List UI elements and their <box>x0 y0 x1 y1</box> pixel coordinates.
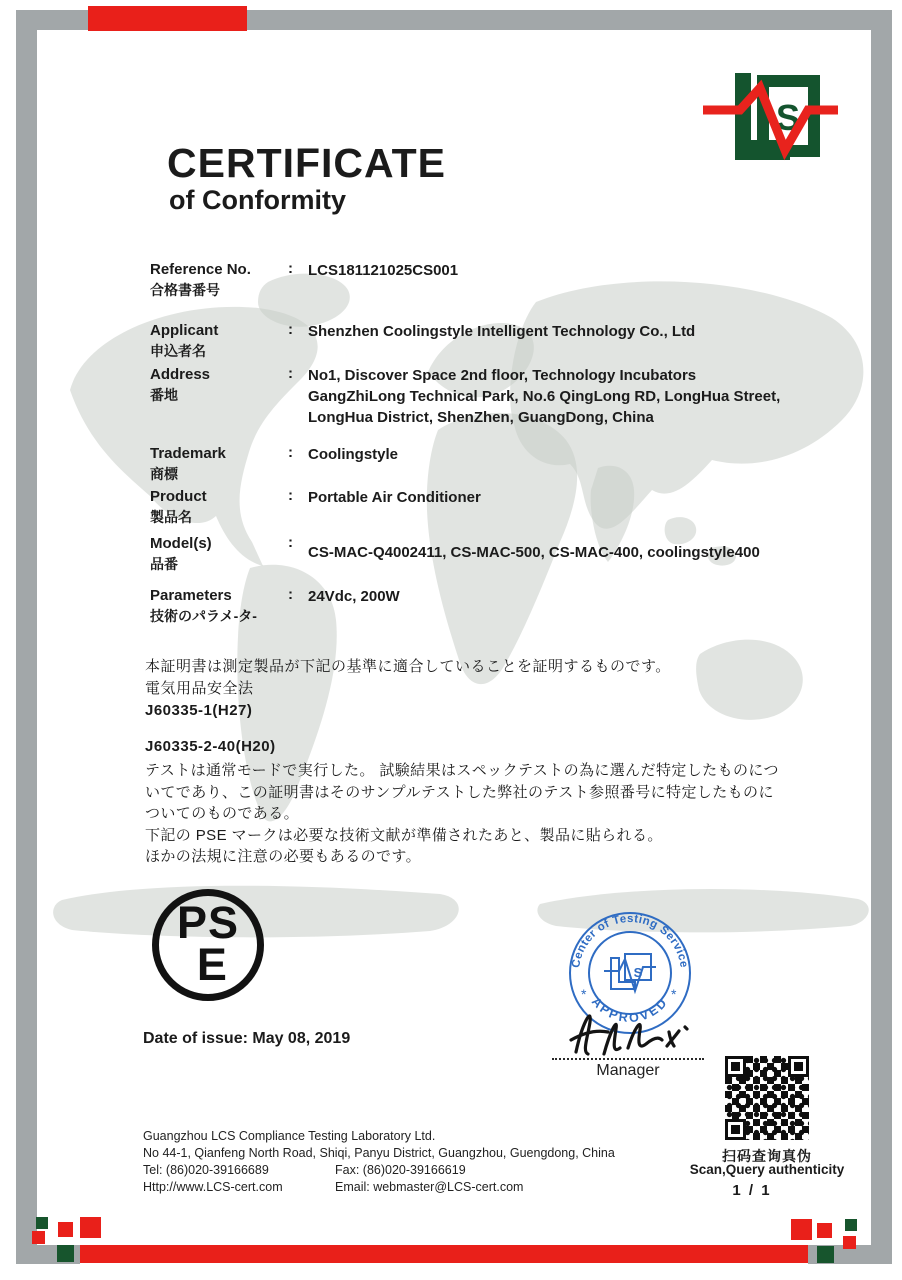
stamp-logo-letter: S <box>633 965 643 980</box>
deco-square <box>32 1231 45 1244</box>
field-value: CS-MAC-Q4002411, CS-MAC-500, CS-MAC-400, coolingstyle400 <box>308 544 760 561</box>
qr-caption-cn: 扫码查询真伪 <box>722 1148 812 1164</box>
field-colon: : <box>288 487 293 504</box>
svg-text:Center of Testing Service <box>570 913 690 969</box>
field-value: Coolingstyle <box>308 446 399 463</box>
issuer-tel: Tel: (86)020-39166689 <box>143 1163 269 1177</box>
signature-dotted-line <box>552 1040 704 1060</box>
field-value-line: No1, Discover Space 2nd floor, Technology Incubators <box>308 367 697 384</box>
date-of-issue: Date of issue: May 08, 2019 <box>143 1030 351 1047</box>
lcs-logo <box>695 60 870 180</box>
qr-finder-icon <box>725 1119 746 1140</box>
page-indicator: 1 / 1 <box>732 1182 772 1199</box>
field-value: Shenzhen Coolingstyle Intelligent Technology Co., Ltd <box>308 323 696 340</box>
logo-letter-s: S <box>775 97 801 138</box>
issuer-footer <box>143 1128 703 1196</box>
field-label-jp: 商標 <box>150 466 178 482</box>
issuer-company: Guangzhou LCS Compliance Testing Laboratory Ltd. <box>143 1129 436 1143</box>
deco-square <box>817 1223 832 1238</box>
stamp-top-text: Center of Testing Service <box>570 912 690 969</box>
paragraph-line: 下記の PSE マークは必要な技術文献が準備されたあと、製品に貼られる。 <box>145 826 663 844</box>
qr-finder-icon <box>725 1056 746 1077</box>
field-colon: : <box>288 586 293 603</box>
paragraph-line: テストは通常モードで実行した。 試験結果はスペックテストの為に選んだ特定したものにつ <box>145 762 779 779</box>
paragraph-line: ほかの法規に注意の必要もあるのです。 <box>145 848 422 866</box>
deco-square <box>817 1246 834 1263</box>
issuer-email: Email: webmaster@LCS-cert.com <box>335 1180 524 1194</box>
issuer-web: Http://www.LCS-cert.com <box>143 1180 283 1194</box>
issuer-fax: Fax: (86)020-39166619 <box>335 1163 466 1177</box>
signer-title: Manager <box>596 1062 660 1079</box>
field-label-jp: 番地 <box>150 387 178 403</box>
deco-square <box>845 1219 857 1231</box>
field-label-jp: 品番 <box>150 556 178 572</box>
field-label: Trademark <box>150 445 226 462</box>
standard-code: J60335-2-40(H20) <box>145 738 276 755</box>
qr-finder-icon <box>788 1056 809 1077</box>
deco-square <box>58 1222 73 1237</box>
field-label: Model(s) <box>150 535 212 552</box>
field-label-jp: 申込者名 <box>150 343 206 359</box>
page-subtitle: of Conformity <box>169 185 346 215</box>
field-value: 24Vdc, 200W <box>308 588 400 605</box>
field-label-jp: 製品名 <box>150 509 192 525</box>
field-colon: : <box>288 321 293 338</box>
field-colon: : <box>288 260 293 277</box>
qr-caption-en: Scan,Query authenticity <box>689 1162 845 1177</box>
page-title: CERTIFICATE <box>167 140 447 186</box>
paragraph-line: ついてのものである。 <box>145 805 300 823</box>
deco-square <box>57 1245 74 1262</box>
deco-square <box>36 1217 48 1229</box>
field-label-jp: 技術のパラメ-タ- <box>150 608 257 624</box>
test-description-paragraph <box>145 760 785 868</box>
field-label-jp: 合格書番号 <box>150 282 220 298</box>
statement-line: 電気用品安全法 <box>145 680 254 697</box>
field-value: Portable Air Conditioner <box>308 489 481 506</box>
standard-code: J60335-1(H27) <box>145 702 253 719</box>
stamp-bottom-text: APPROVED <box>588 994 672 1026</box>
authenticity-qr-code <box>722 1053 812 1143</box>
deco-square <box>791 1219 812 1240</box>
field-colon: : <box>288 444 293 461</box>
field-label: Parameters <box>150 587 232 604</box>
deco-square <box>80 1217 101 1238</box>
stamp-asterisk-left: * <box>581 986 587 1002</box>
pse-mark <box>152 889 264 1001</box>
pse-mark-ps: PS <box>176 897 240 948</box>
field-label: Address <box>150 366 211 383</box>
qr-pattern <box>725 1056 809 1140</box>
paragraph-line: いてであり、この証明書はそのサンプルテストした弊社のテスト参照番号に特定したものに <box>145 783 774 801</box>
field-colon: : <box>288 365 293 382</box>
field-label: Applicant <box>150 322 219 339</box>
field-value-line: LongHua District, ShenZhen, GuangDong, China <box>308 409 654 426</box>
field-colon: : <box>288 534 293 551</box>
field-value-line: GangZhiLong Technical Park, No.6 QingLong RD, LongHua Street, <box>308 388 781 405</box>
deco-square <box>843 1236 856 1249</box>
field-value: LCS181121025CS001 <box>308 262 459 279</box>
field-label: Reference No. <box>150 261 251 278</box>
field-label: Product <box>150 488 207 505</box>
pse-mark-e: E <box>196 939 227 990</box>
stamp-asterisk-right: * <box>671 986 677 1002</box>
issuer-address: No 44-1, Qianfeng North Road, Shiqi, Panyu District, Guangzhou, Guengdong, China <box>143 1146 615 1160</box>
statement-line: 本証明書は測定製品が下記の基準に適合していることを証明するものです。 <box>145 658 671 675</box>
